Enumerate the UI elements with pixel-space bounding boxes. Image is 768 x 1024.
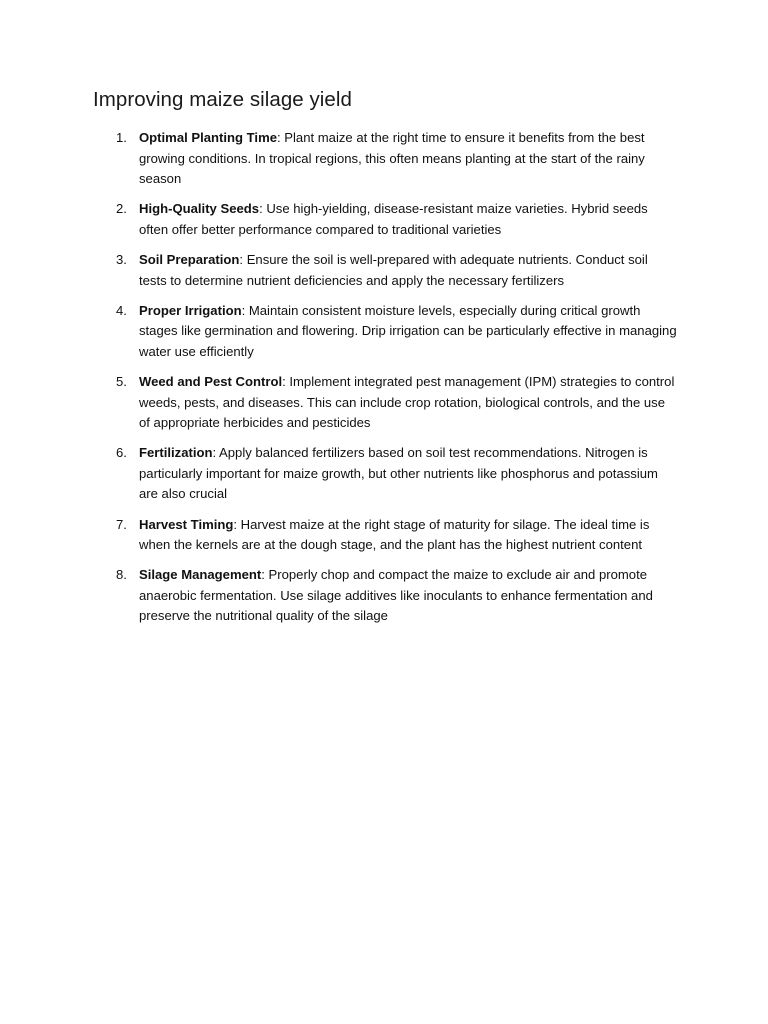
list-item	[116, 515, 679, 556]
list-item-text: : Implement integrated pest management (IPM) strategies to control weeds, pests, and diseases. This can include crop rotation, biological controls, and the use of appropriate herbicides and pesticides	[139, 373, 675, 431]
list-item	[116, 443, 679, 505]
list-item-text: : Maintain consistent moisture levels, especially during critical growth stages like germination and flowering. Drip irrigation can be particularly effective in managing water use efficiently	[139, 302, 677, 359]
list-item	[116, 301, 679, 363]
list-item-number: 8.	[116, 567, 127, 583]
list-item-text: : Use high-yielding, disease-resistant maize varieties. Hybrid seeds often offer better performance compared to traditional varieties	[139, 201, 648, 237]
list-item-text: : Ensure the soil is well-prepared with adequate nutrients. Conduct soil tests to determine nutrient deficiencies and apply the necessary fertilizers	[139, 251, 648, 288]
list-item-term: Optimal Planting Time	[139, 130, 277, 145]
list-item-number: 5.	[116, 373, 127, 389]
list-item	[116, 250, 679, 291]
list-item-number: 7.	[116, 516, 127, 532]
list-item-text: : Plant maize at the right time to ensure it benefits from the best growing conditions. In tropical regions, this often means planting at the start of the rainy season	[139, 130, 645, 187]
list-item	[116, 128, 679, 190]
list-item-number: 4.	[116, 302, 127, 318]
list-item	[116, 565, 679, 627]
page-title: Improving maize silage yield	[93, 88, 352, 111]
list-item-text: : Apply balanced fertilizers based on soil test recommendations. Nitrogen is particularly important for maize growth, but other nutrients like phosphorus and potassium are also crucial	[139, 445, 658, 502]
list-item-term: Silage Management	[139, 567, 262, 583]
list-item	[116, 372, 679, 434]
numbered-list	[116, 128, 679, 636]
list-item-term: Weed and Pest Control	[139, 373, 283, 389]
list-item-number: 2.	[116, 201, 127, 217]
list-item-term: Harvest Timing	[139, 516, 234, 532]
list-item-term: Soil Preparation	[139, 251, 240, 267]
list-item	[116, 199, 679, 240]
list-item-text: : Harvest maize at the right stage of maturity for silage. The ideal time is when the kernels are at the dough stage, and the plant has the highest nutrient content	[139, 516, 650, 553]
list-item-number: 6.	[116, 445, 127, 461]
list-item-term: Fertilization	[139, 445, 213, 461]
list-item-number: 3.	[116, 251, 127, 267]
list-item-number: 1.	[116, 130, 127, 145]
list-item-term: High-Quality Seeds	[139, 201, 260, 217]
list-item-text: : Properly chop and compact the maize to exclude air and promote anaerobic fermentation. Use silage additives like inoculants to enhance fermentation and preserve the nutritional quality of the silage	[139, 567, 653, 624]
list-item-term: Proper Irrigation	[139, 302, 242, 318]
